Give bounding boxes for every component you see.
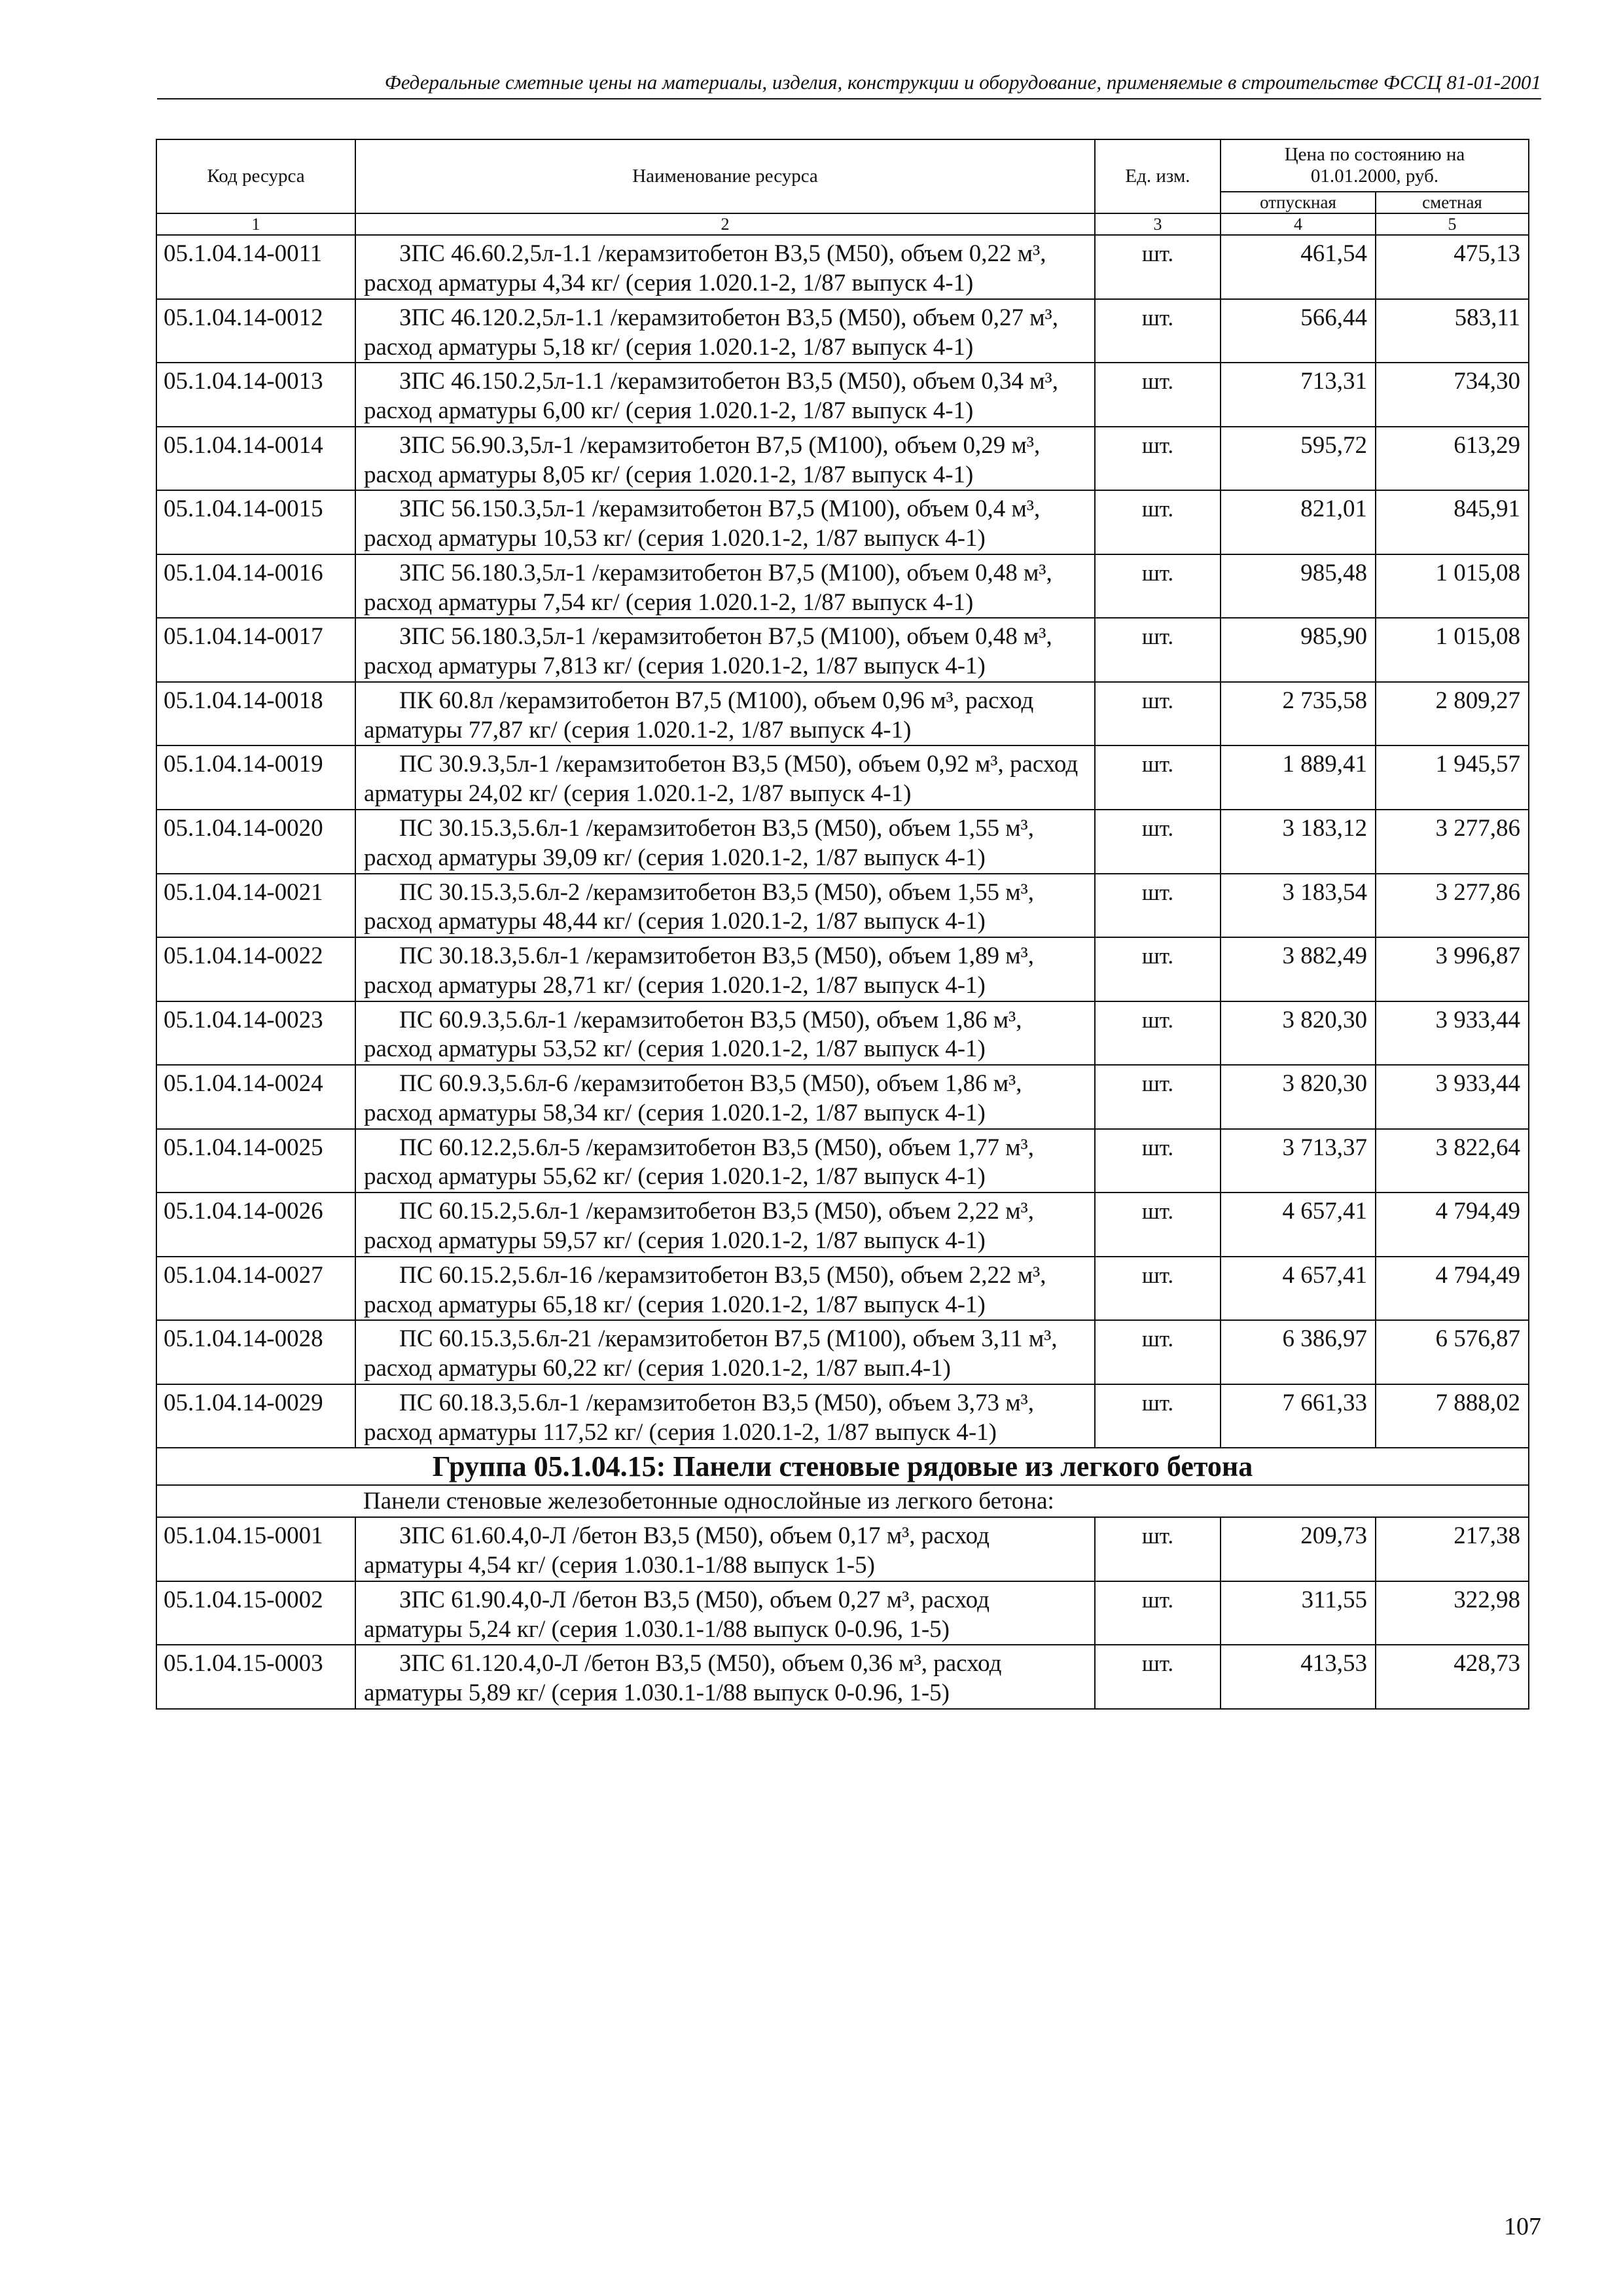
table-row xyxy=(156,427,1529,491)
price-estimate: 475,13 xyxy=(1376,235,1529,299)
column-number: 4 xyxy=(1221,213,1376,235)
resource-name: ПС 60.12.2,5.6л-5 /керамзитобетон В3,5 (М50), объем 1,77 м³, расход арматуры 55,62 кг/ (серия 1.020.1-2, 1/87 выпуск 4-1) xyxy=(355,1129,1095,1193)
header-unit: Ед. изм. xyxy=(1095,139,1221,213)
group-15 xyxy=(156,1448,1529,1517)
resource-unit: шт. xyxy=(1095,427,1221,491)
resource-unit: шт. xyxy=(1095,937,1221,1001)
resource-name: ЗПС 61.90.4,0-Л /бетон В3,5 (М50), объем 0,27 м³, расход арматуры 5,24 кг/ (серия 1.030.1-1/88 выпуск 0-0.96, 1-5) xyxy=(355,1581,1095,1645)
resource-name: ПС 60.18.3,5.6л-1 /керамзитобетон В3,5 (М50), объем 3,73 м³, расход арматуры 117,52 кг/ (серия 1.020.1-2, 1/87 выпуск 4-1) xyxy=(355,1384,1095,1448)
resource-name: ЗПС 46.150.2,5л-1.1 /керамзитобетон В3,5 (М50), объем 0,34 м³, расход арматуры 6,00 кг/ (серия 1.020.1-2, 1/87 выпуск 4-1) xyxy=(355,363,1095,427)
resource-code: 05.1.04.14-0017 xyxy=(156,618,355,682)
price-release: 821,01 xyxy=(1221,490,1376,554)
resource-name: ЗПС 61.120.4,0-Л /бетон В3,5 (М50), объем 0,36 м³, расход арматуры 5,89 кг/ (серия 1.030.1-1/88 выпуск 0-0.96, 1-5) xyxy=(355,1645,1095,1709)
running-header: Федеральные сметные цены на материалы, изделия, конструкции и оборудование, применяемые в строительстве ФССЦ 81-01-2001 xyxy=(157,71,1541,99)
resource-unit: шт. xyxy=(1095,363,1221,427)
resource-name: ЗПС 56.90.3,5л-1 /керамзитобетон В7,5 (М100), объем 0,29 м³, расход арматуры 8,05 кг/ (серия 1.020.1-2, 1/87 выпуск 4-1) xyxy=(355,427,1095,491)
price-release: 3 882,49 xyxy=(1221,937,1376,1001)
resource-name: ЗПС 56.180.3,5л-1 /керамзитобетон В7,5 (М100), объем 0,48 м³, расход арматуры 7,813 кг/ (серия 1.020.1-2, 1/87 выпуск 4-1) xyxy=(355,618,1095,682)
resource-unit: шт. xyxy=(1095,1065,1221,1129)
price-estimate: 3 933,44 xyxy=(1376,1065,1529,1129)
table-row xyxy=(156,1517,1529,1581)
table-row xyxy=(156,874,1529,938)
price-release: 3 820,30 xyxy=(1221,1001,1376,1066)
price-estimate: 1 945,57 xyxy=(1376,745,1529,810)
resource-code: 05.1.04.14-0020 xyxy=(156,810,355,874)
table-row xyxy=(156,554,1529,619)
resource-code: 05.1.04.14-0021 xyxy=(156,874,355,938)
price-release: 7 661,33 xyxy=(1221,1384,1376,1448)
price-release: 1 889,41 xyxy=(1221,745,1376,810)
price-estimate: 613,29 xyxy=(1376,427,1529,491)
resource-name: ПС 30.9.3,5л-1 /керамзитобетон В3,5 (М50), объем 0,92 м³, расход арматуры 24,02 кг/ (серия 1.020.1-2, 1/87 выпуск 4-1) xyxy=(355,745,1095,810)
resource-unit: шт. xyxy=(1095,810,1221,874)
table-row xyxy=(156,810,1529,874)
resource-code: 05.1.04.14-0022 xyxy=(156,937,355,1001)
group-title: Группа 05.1.04.15: Панели стеновые рядовые из легкого бетона xyxy=(156,1448,1529,1485)
resource-unit: шт. xyxy=(1095,490,1221,554)
resource-code: 05.1.04.14-0011 xyxy=(156,235,355,299)
price-estimate: 2 809,27 xyxy=(1376,682,1529,746)
table-row xyxy=(156,490,1529,554)
price-estimate: 734,30 xyxy=(1376,363,1529,427)
resource-unit: шт. xyxy=(1095,874,1221,938)
resource-code: 05.1.04.15-0002 xyxy=(156,1581,355,1645)
price-release: 713,31 xyxy=(1221,363,1376,427)
resource-name: ПС 60.15.3,5.6л-21 /керамзитобетон В7,5 (М100), объем 3,11 м³, расход арматуры 60,22 кг/ (серия 1.020.1-2, 1/87 вып.4-1) xyxy=(355,1320,1095,1384)
price-estimate: 7 888,02 xyxy=(1376,1384,1529,1448)
resource-unit: шт. xyxy=(1095,1001,1221,1066)
column-number: 2 xyxy=(355,213,1095,235)
header-name: Наименование ресурса xyxy=(355,139,1095,213)
page-number: 107 xyxy=(1504,2213,1541,2240)
resource-name: ЗПС 61.60.4,0-Л /бетон В3,5 (М50), объем 0,17 м³, расход арматуры 4,54 кг/ (серия 1.030.1-1/88 выпуск 1-5) xyxy=(355,1517,1095,1581)
resource-code: 05.1.04.14-0012 xyxy=(156,299,355,363)
resource-unit: шт. xyxy=(1095,1129,1221,1193)
column-number: 1 xyxy=(156,213,355,235)
table-row xyxy=(156,745,1529,810)
price-estimate: 3 933,44 xyxy=(1376,1001,1529,1066)
resource-code: 05.1.04.14-0029 xyxy=(156,1384,355,1448)
resource-code: 05.1.04.14-0013 xyxy=(156,363,355,427)
table-row xyxy=(156,1257,1529,1321)
table-row xyxy=(156,1129,1529,1193)
resource-code: 05.1.04.14-0026 xyxy=(156,1193,355,1257)
price-release: 985,90 xyxy=(1221,618,1376,682)
header-code: Код ресурса xyxy=(156,139,355,213)
price-release: 311,55 xyxy=(1221,1581,1376,1645)
price-release: 566,44 xyxy=(1221,299,1376,363)
resource-code: 05.1.04.14-0024 xyxy=(156,1065,355,1129)
resource-unit: шт. xyxy=(1095,618,1221,682)
resource-name: ПС 30.15.3,5.6л-2 /керамзитобетон В3,5 (М50), объем 1,55 м³, расход арматуры 48,44 кг/ (серия 1.020.1-2, 1/87 выпуск 4-1) xyxy=(355,874,1095,938)
price-release: 4 657,41 xyxy=(1221,1193,1376,1257)
price-estimate: 428,73 xyxy=(1376,1645,1529,1709)
price-release: 3 183,12 xyxy=(1221,810,1376,874)
price-estimate: 3 996,87 xyxy=(1376,937,1529,1001)
table-row xyxy=(156,1645,1529,1709)
price-estimate: 6 576,87 xyxy=(1376,1320,1529,1384)
resource-price-table xyxy=(156,139,1529,1710)
table-row xyxy=(156,299,1529,363)
price-estimate: 3 277,86 xyxy=(1376,874,1529,938)
group-15-rows xyxy=(156,1517,1529,1709)
resource-code: 05.1.04.14-0025 xyxy=(156,1129,355,1193)
table-row xyxy=(156,1384,1529,1448)
resource-name: ПС 30.18.3,5.6л-1 /керамзитобетон В3,5 (М50), объем 1,89 м³, расход арматуры 28,71 кг/ (серия 1.020.1-2, 1/87 выпуск 4-1) xyxy=(355,937,1095,1001)
resource-name: ПС 60.9.3,5.6л-1 /керамзитобетон В3,5 (М50), объем 1,86 м³, расход арматуры 53,52 кг/ (серия 1.020.1-2, 1/87 выпуск 4-1) xyxy=(355,1001,1095,1066)
resource-unit: шт. xyxy=(1095,299,1221,363)
table-row xyxy=(156,618,1529,682)
resource-name: ПС 30.15.3,5.6л-1 /керамзитобетон В3,5 (М50), объем 1,55 м³, расход арматуры 39,09 кг/ (серия 1.020.1-2, 1/87 выпуск 4-1) xyxy=(355,810,1095,874)
table-row xyxy=(156,1065,1529,1129)
resource-unit: шт. xyxy=(1095,1320,1221,1384)
resource-name: ПС 60.15.2,5.6л-16 /керамзитобетон В3,5 (М50), объем 2,22 м³, расход арматуры 65,18 кг/ (серия 1.020.1-2, 1/87 выпуск 4-1) xyxy=(355,1257,1095,1321)
price-release: 461,54 xyxy=(1221,235,1376,299)
resource-unit: шт. xyxy=(1095,1193,1221,1257)
resource-unit: шт. xyxy=(1095,235,1221,299)
resource-unit: шт. xyxy=(1095,682,1221,746)
price-release: 595,72 xyxy=(1221,427,1376,491)
resource-code: 05.1.04.14-0019 xyxy=(156,745,355,810)
price-estimate: 3 822,64 xyxy=(1376,1129,1529,1193)
price-release: 2 735,58 xyxy=(1221,682,1376,746)
price-estimate: 4 794,49 xyxy=(1376,1257,1529,1321)
price-release: 3 713,37 xyxy=(1221,1129,1376,1193)
resource-name: ЗПС 56.180.3,5л-1 /керамзитобетон В7,5 (М100), объем 0,48 м³, расход арматуры 7,54 кг/ (серия 1.020.1-2, 1/87 выпуск 4-1) xyxy=(355,554,1095,619)
price-release: 209,73 xyxy=(1221,1517,1376,1581)
price-release: 4 657,41 xyxy=(1221,1257,1376,1321)
price-estimate: 322,98 xyxy=(1376,1581,1529,1645)
price-estimate: 845,91 xyxy=(1376,490,1529,554)
header-price-estimate: сметная xyxy=(1376,192,1529,213)
price-release: 3 820,30 xyxy=(1221,1065,1376,1129)
price-estimate: 1 015,08 xyxy=(1376,618,1529,682)
resource-code: 05.1.04.14-0027 xyxy=(156,1257,355,1321)
resource-code: 05.1.04.14-0015 xyxy=(156,490,355,554)
table-row xyxy=(156,937,1529,1001)
price-release: 413,53 xyxy=(1221,1645,1376,1709)
price-release: 3 183,54 xyxy=(1221,874,1376,938)
resource-code: 05.1.04.14-0014 xyxy=(156,427,355,491)
resource-unit: шт. xyxy=(1095,1581,1221,1645)
resource-unit: шт. xyxy=(1095,554,1221,619)
resource-code: 05.1.04.14-0023 xyxy=(156,1001,355,1066)
table-row xyxy=(156,1193,1529,1257)
table-row xyxy=(156,1001,1529,1066)
resource-unit: шт. xyxy=(1095,1384,1221,1448)
group-14-rows xyxy=(156,235,1529,1448)
resource-unit: шт. xyxy=(1095,1645,1221,1709)
price-estimate: 3 277,86 xyxy=(1376,810,1529,874)
resource-unit: шт. xyxy=(1095,1517,1221,1581)
resource-code: 05.1.04.14-0016 xyxy=(156,554,355,619)
price-estimate: 217,38 xyxy=(1376,1517,1529,1581)
table-row xyxy=(156,363,1529,427)
resource-name: ЗПС 56.150.3,5л-1 /керамзитобетон В7,5 (М100), объем 0,4 м³, расход арматуры 10,53 кг/ (серия 1.020.1-2, 1/87 выпуск 4-1) xyxy=(355,490,1095,554)
resource-name: ЗПС 46.120.2,5л-1.1 /керамзитобетон В3,5 (М50), объем 0,27 м³, расход арматуры 5,18 кг/ (серия 1.020.1-2, 1/87 выпуск 4-1) xyxy=(355,299,1095,363)
resource-name: ЗПС 46.60.2,5л-1.1 /керамзитобетон В3,5 (М50), объем 0,22 м³, расход арматуры 4,34 кг/ (серия 1.020.1-2, 1/87 выпуск 4-1) xyxy=(355,235,1095,299)
resource-code: 05.1.04.15-0003 xyxy=(156,1645,355,1709)
price-estimate: 583,11 xyxy=(1376,299,1529,363)
price-release: 985,48 xyxy=(1221,554,1376,619)
group-subtitle: Панели стеновые железобетонные однослойные из легкого бетона: xyxy=(355,1485,1529,1517)
table-row xyxy=(156,682,1529,746)
table-row xyxy=(156,1581,1529,1645)
column-number: 5 xyxy=(1376,213,1529,235)
resource-name: ПС 60.15.2,5.6л-1 /керамзитобетон В3,5 (М50), объем 2,22 м³, расход арматуры 59,57 кг/ (серия 1.020.1-2, 1/87 выпуск 4-1) xyxy=(355,1193,1095,1257)
price-estimate: 1 015,08 xyxy=(1376,554,1529,619)
header-price: Цена по состоянию на 01.01.2000, руб. xyxy=(1221,139,1529,192)
table-row xyxy=(156,235,1529,299)
resource-unit: шт. xyxy=(1095,745,1221,810)
resource-code: 05.1.04.14-0028 xyxy=(156,1320,355,1384)
resource-unit: шт. xyxy=(1095,1257,1221,1321)
resource-name: ПС 60.9.3,5.6л-6 /керамзитобетон В3,5 (М50), объем 1,86 м³, расход арматуры 58,34 кг/ (серия 1.020.1-2, 1/87 выпуск 4-1) xyxy=(355,1065,1095,1129)
column-number: 3 xyxy=(1095,213,1221,235)
table-row xyxy=(156,1320,1529,1384)
resource-code: 05.1.04.15-0001 xyxy=(156,1517,355,1581)
resource-code: 05.1.04.14-0018 xyxy=(156,682,355,746)
resource-name: ПК 60.8л /керамзитобетон В7,5 (М100), объем 0,96 м³, расход арматуры 77,87 кг/ (серия 1.020.1-2, 1/87 выпуск 4-1) xyxy=(355,682,1095,746)
price-estimate: 4 794,49 xyxy=(1376,1193,1529,1257)
header-price-release: отпускная xyxy=(1221,192,1376,213)
price-release: 6 386,97 xyxy=(1221,1320,1376,1384)
